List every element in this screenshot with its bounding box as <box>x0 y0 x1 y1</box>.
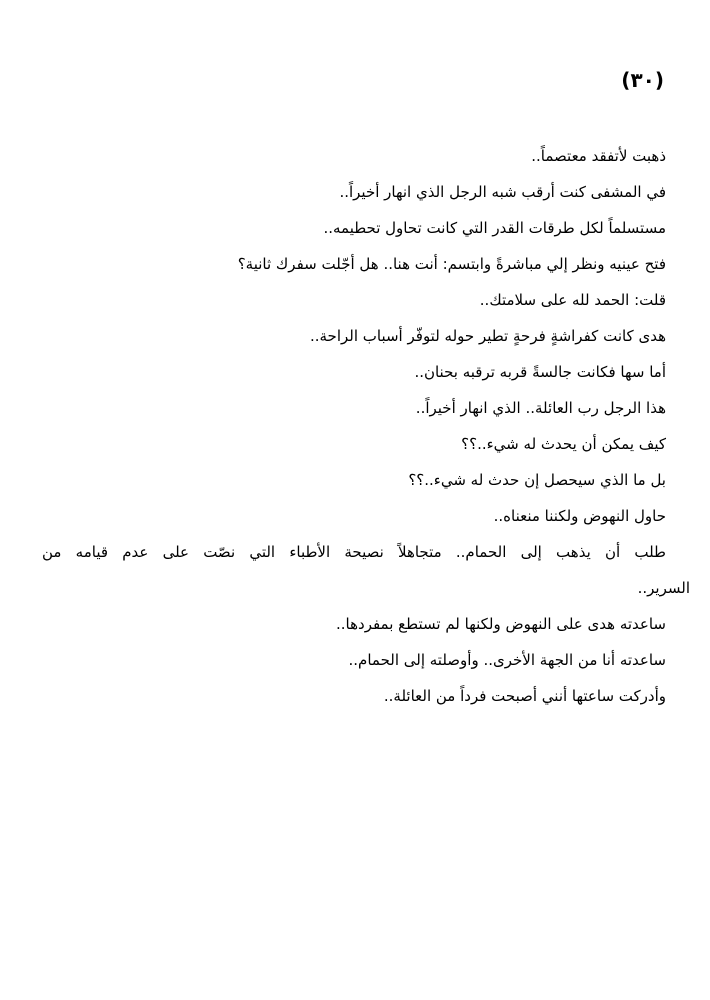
text-line: أما سها فكانت جالسةً قربه ترقبه بحنان.. <box>414 363 666 381</box>
text-line: قلت: الحمد لله على سلامتك.. <box>479 291 666 309</box>
text-line: ذهبت لأتفقد معتصماً.. <box>531 147 666 165</box>
text-line-justified: طلب أن يذهب إلى الحمام.. متجاهلاً نصيحة الأطباء التي نصّت على عدم قيامه من <box>42 543 666 561</box>
text-line: في المشفى كنت أرقب شبه الرجل الذي انهار أخيراً.. <box>339 183 666 201</box>
text-line: مستسلماً لكل طرقات القدر التي كانت تحاول تحطيمه.. <box>323 219 666 237</box>
text-line: كيف يمكن أن يحدث له شيء..؟؟ <box>461 435 666 453</box>
text-line: ساعدته هدى على النهوض ولكنها لم تستطع بمفردها.. <box>336 615 666 633</box>
text-line: ساعدته أنا من الجهة الأخرى.. وأوصلته إلى الحمام.. <box>348 651 666 669</box>
text-line-continuation: السرير.. <box>637 579 690 597</box>
text-line: حاول النهوض ولكننا منعناه.. <box>493 507 666 525</box>
body-text <box>42 138 690 714</box>
text-line: فتح عينيه ونظر إلي مباشرةً وابتسم: أنت هنا.. هل أجّلت سفرك ثانية؟ <box>237 255 666 273</box>
text-line: بل ما الذي سيحصل إن حدث له شيء..؟؟ <box>408 471 666 489</box>
text-line: هدى كانت كفراشةٍ فرحةٍ تطير حوله لتوفّر أسباب الراحة.. <box>309 327 666 345</box>
text-line: هذا الرجل رب العائلة.. الذي انهار أخيراً.. <box>415 399 666 417</box>
page-number: (٣٠) <box>621 68 664 92</box>
text-line: وأدركت ساعتها أنني أصبحت فرداً من العائلة.. <box>383 687 666 705</box>
